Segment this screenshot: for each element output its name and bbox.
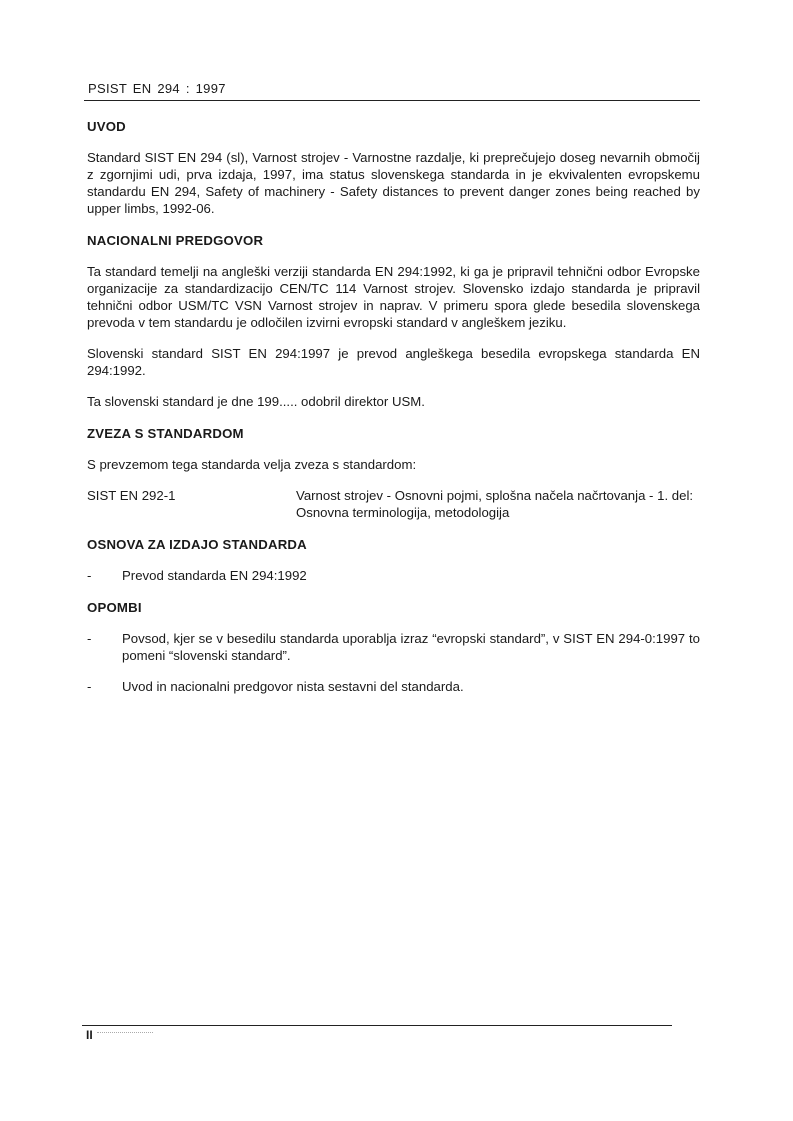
section-heading-nacionalni: NACIONALNI PREDGOVOR	[87, 233, 264, 248]
list-item-text: Prevod standarda EN 294:1992	[122, 568, 307, 583]
reference-code: SIST EN 292-1	[87, 488, 176, 503]
list-dash: -	[87, 631, 92, 646]
uvod-paragraph: Standard SIST EN 294 (sl), Varnost strojev - Varnostne razdalje, ki preprečujejo doseg nevarnih območij z zgornjimi udi, prva izdaja, 1997, ima status slovenskega standarda in je ekvivalenten evropskemu standardu EN 294, Safety of machinery - Safety distances to prevent danger zones being reached by upper limbs, 1992-06.	[87, 150, 700, 216]
document-body	[87, 118, 700, 695]
section-osnova	[87, 536, 700, 584]
section-heading-zveza: ZVEZA S STANDARDOM	[87, 426, 244, 441]
header-divider	[84, 100, 700, 101]
section-opombi	[87, 599, 700, 695]
nacionalni-paragraph-1: Ta standard temelji na angleški verziji standarda EN 294:1992, ki ga je pripravil tehnični odbor Evropske organizacije za standardizacijo CEN/TC 114 Varnost strojev. Slovensko izdajo standarda je pripravil tehnični odbor USM/TC VSN Varnost strojev in naprav. V primeru spora glede besedila slovenskega prevoda v tem standardu je odločilen izvirni evropski standard v angleškem jeziku.	[87, 264, 700, 330]
section-zveza-s-standardom	[87, 425, 700, 521]
section-uvod	[87, 118, 700, 217]
reference-title: Varnost strojev - Osnovni pojmi, splošna načela načrtovanja - 1. del: Osnovna terminologija, metodologija	[296, 488, 694, 520]
footer-divider	[82, 1025, 672, 1026]
list-item	[87, 678, 700, 695]
section-heading-opombi: OPOMBI	[87, 600, 142, 615]
nacionalni-paragraph-2: Slovenski standard SIST EN 294:1997 je prevod angleškega besedila evropskega standarda EN 294:1992.	[87, 346, 700, 378]
section-heading-uvod: UVOD	[87, 119, 126, 134]
page-number: II	[86, 1028, 93, 1042]
list-item-text: Povsod, kjer se v besedilu standarda uporablja izraz “evropski standard”, v SIST EN 294-0:1997 to pomeni “slovenski standard”.	[122, 631, 700, 663]
zveza-intro: S prevzemom tega standarda velja zveza s standardom:	[87, 457, 417, 472]
list-item	[87, 630, 700, 664]
running-header: PSIST EN 294 : 1997	[88, 81, 226, 96]
section-nacionalni-predgovor	[87, 232, 700, 410]
section-heading-osnova: OSNOVA ZA IZDAJO STANDARDA	[87, 537, 307, 552]
list-dash: -	[87, 679, 92, 694]
list-item	[87, 567, 700, 584]
list-dash: -	[87, 568, 92, 583]
list-item-text: Uvod in nacionalni predgovor nista sestavni del standarda.	[122, 679, 464, 694]
nacionalni-paragraph-3: Ta slovenski standard je dne 199..... odobril direktor USM.	[87, 394, 425, 409]
scan-specks	[97, 1032, 153, 1035]
reference-row	[87, 487, 700, 521]
